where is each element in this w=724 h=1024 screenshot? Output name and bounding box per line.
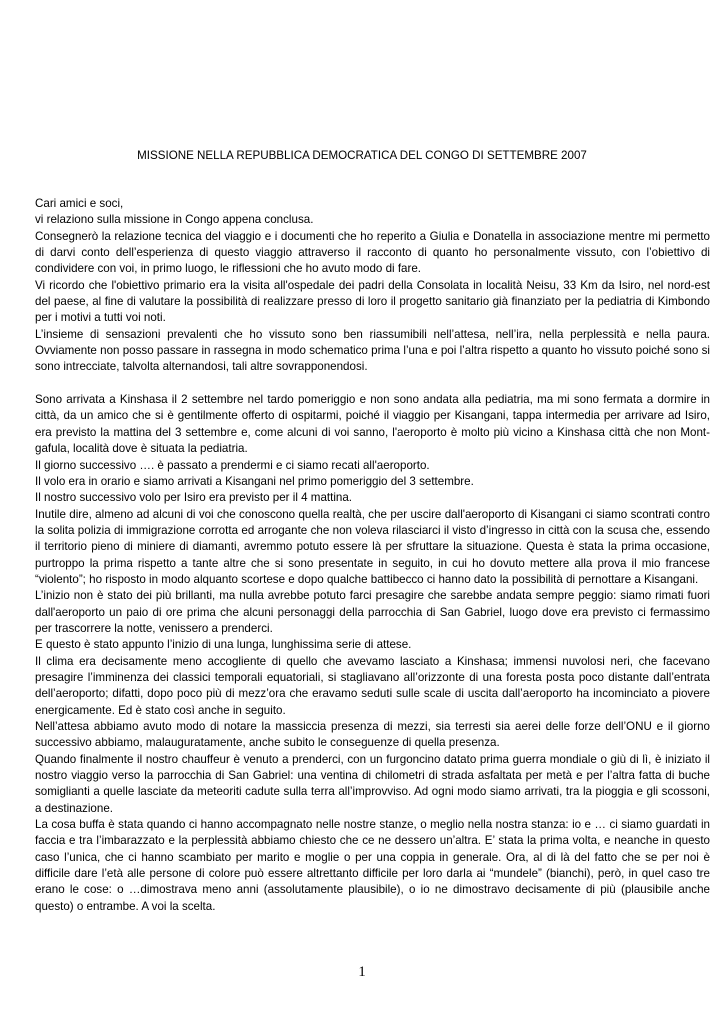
paragraph-onu: Nell’attesa abbiamo avuto modo di notare la massiccia presenza di mezzi, sia terresti sia aerei delle forze dell’ONU e il giorno successivo abbiamo, malauguratamente, anche subito le conseguenze di quella presenza. xyxy=(35,720,710,750)
page-number: 1 xyxy=(358,964,366,980)
paragraph-sensations: L’insieme di sensazioni prevalenti che ho vissuto sono ben riassumibili nell’attesa, nell’ira, nella perplessità e nella paura. Ovviamente non posso passare in rassegna in modo schematico prima l’una e poi l’altra rispetto a quanto ho vissuto poiché sono si sono intrecciate, talvolta alternandosi, tali altre sovrapponendosi. xyxy=(35,327,710,374)
paragraph-chauffeur: Quando finalmente il nostro chauffeur è venuto a prenderci, con un furgoncino datato prima guerra mondiale o giù di lì, è iniziato il nostro viaggio verso la parrocchia di San Gabriel: una ventina di chilometri di strada asfaltata per metà e per l’altra fatta di buche somiglianti a quelle lasciate da meteoriti cadute sulla terra all’improvviso. Ad ogni modo siamo arrivati, tra la pioggia e gli scossoni, a destinazione. xyxy=(35,752,710,815)
paragraph-room: La cosa buffa è stata quando ci hanno accompagnato nelle nostre stanze, o meglio nella nostra stanza: io e … ci siamo guardati in faccia e tra l’imbarazzato e la perplessità abbiamo chiesto che ce ne dessero un’altra. E’ stata la prima volta, e neanche in questo caso l’unica, che ci hanno scambiato per marito e moglie o per una coppia in generale. Ora, al di là del fatto che se per noi è difficile dare l’età alle persone di colore può essere altrettanto difficile per loro darla ai “mundele” (bianchi), però, in quel caso tre erano le cose: o …dimostrava meno anni (assolutamente plausibile), o io ne dimostravo decisamente di più (plausibile anche questo) o entrambe. A voi la scelta. xyxy=(35,818,710,913)
paragraph-report: Consegnerò la relazione tecnica del viaggio e i documenti che ho reperito a Giulia e Donatella in associazione mentre mi permetto di darvi conto dell’esperienza di questo viaggio attraverso il racconto di quanto ho personalmente vissuto, con l’obiettivo di condividere con voi, in primo luogo, le riflessioni che ho avuto modo di fare. xyxy=(35,229,710,276)
paragraph-flight: Il volo era in orario e siamo arrivati a Kisangani nel primo pomeriggio del 3 settembre. xyxy=(35,474,474,488)
paragraph-waiting: E questo è stato appunto l’inizio di una lunga, lunghissima serie di attese. xyxy=(35,638,412,652)
paragraph-police: Inutile dire, almeno ad alcuni di voi che conoscono quella realtà, che per uscire dall'aeroporto di Kisangani ci siamo scontrati contro la solita polizia di immigrazione corrotta ed arrogante che non voleva rilasciarci il visto d’ingresso in città con la scusa che, essendo il territorio pieno di miniere di diamanti, avremmo potuto essere là per sfruttare la situazione. Questa è stata la prima occasione, purtroppo la prima rispetto a tante altre che si sono presentate in seguito, in cui ho dovuto mettere alla prova il mio francese “violento”; ho risposto in modo alquanto scortese e dopo qualche battibecco ci hanno dato la possibilità di pernottare a Kisangani. xyxy=(35,507,710,586)
paragraph-climate: Il clima era decisamente meno accogliente di quello che avevamo lasciato a Kinshasa; immensi nuvolosi neri, che facevano presagire l’imminenza dei classici temporali equatoriali, si stagliavano all’orizzonte di una foresta posta poco distante dall’entrata dell’aeroporto; difatti, dopo poco più di mezz’ora che eravamo seduti sulle scale di uscita dall’aeroporto ha incominciato a piovere energicamente. Ed è stato così anche in seguito. xyxy=(35,654,710,717)
paragraph-greeting: Cari amici e soci, xyxy=(35,197,124,210)
paragraph-arrival: Sono arrivata a Kinshasa il 2 settembre nel tardo pomeriggio e non sono andata alla pediatria, ma mi sono fermata a dormire in città, da un amico che si è gentilmente offerto di ospitarmi, poiché il viaggio per Kisangani, tappa intermedia per arrivare ad Isiro, era previsto la mattina del 3 settembre e, come alcuni di voi sanno, l'aeroporto è molto più vicino a Kinshasa città che non Mont-gafula, località dove è situata la pediatria. xyxy=(35,393,710,456)
document-title: MISSIONE NELLA REPUBBLICA DEMOCRATICA DEL CONGO DI SETTEMBRE 2007 xyxy=(137,149,587,162)
paragraph-objective: Vi ricordo che l'obiettivo primario era la visita all'ospedale dei padri della Consolata in località Neisu, 33 Km da Isiro, nel nord-est del paese, al fine di valutare la possibilità di realizzare presso di loro il progetto sanitario già finanziato per la pediatria di Kimbondo per i motivi a tutti voi noti. xyxy=(35,278,710,325)
paragraph-next-day: Il giorno successivo …. è passato a prendermi e ci siamo recati all'aeroporto. xyxy=(35,458,430,472)
paragraph-start: L’inizio non è stato dei più brillanti, ma nulla avrebbe potuto farci presagire che sarebbe andata sempre peggio: siamo rimati fuori dall'aeroporto un paio di ore prima che alcuni personaggi della parrocchia di San Gabriel, luogo dove era previsto ci fermassimo per trascorrere la notte, venissero a prenderci. xyxy=(35,589,710,635)
paragraph-intro: vi relaziono sulla missione in Congo appena conclusa. xyxy=(35,213,314,227)
paragraph-spacer xyxy=(35,376,710,392)
paragraph-next-flight: Il nostro successivo volo per Isiro era previsto per il 4 mattina. xyxy=(35,491,353,505)
document-body xyxy=(35,196,710,915)
